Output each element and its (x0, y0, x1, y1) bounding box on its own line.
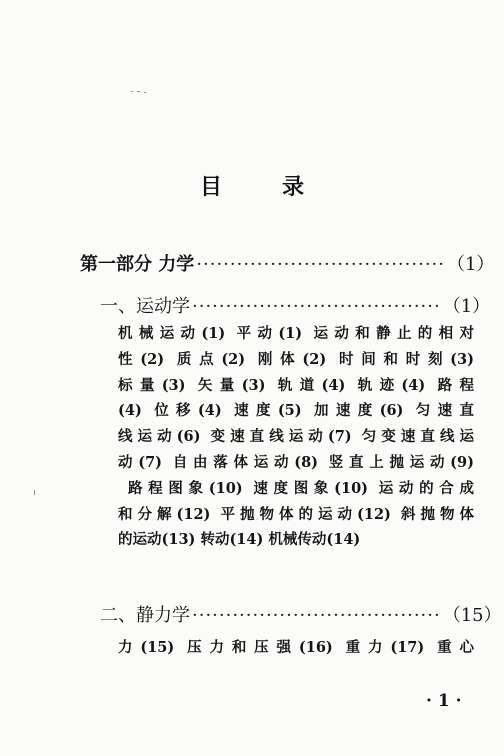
dot-leader: ····································· (192, 296, 441, 317)
section-topics (118, 321, 474, 553)
topic-line: 线运动(6) 变速直线运动(7) 匀变速直线运 (118, 428, 474, 446)
title-char-2: 录 (282, 174, 305, 200)
scan-speck (144, 92, 146, 93)
topic-line: 的运动(13) 转动(14) 机械传动(14) (118, 531, 361, 549)
toc-section-entry (100, 292, 491, 318)
section-label: 二、静力学 (100, 605, 190, 626)
toc-section-entry (100, 601, 502, 627)
topic-line: (4) 位移(4) 速度(5) 加速度(6) 匀速直 (118, 402, 474, 420)
scan-speck (34, 490, 35, 495)
topic-line: 标量(3) 矢量(3) 轨道(4) 轨迹(4) 路程 (118, 376, 474, 394)
section-label: 一、运动学 (100, 296, 190, 317)
topic-line: 路程图象(10) 速度图象(10) 运动的合成 (128, 479, 474, 497)
section-topics (118, 635, 474, 661)
topic-line: 和分解(12) 平抛物体的运动(12) 斜抛物体 (118, 505, 474, 523)
part-label: 第一部分 力学 (80, 254, 195, 275)
topic-line: 性(2) 质点(2) 刚体(2) 时间和时刻(3) (118, 350, 474, 368)
page-number: · 1 · (426, 691, 462, 711)
section-page-number: （15） (442, 605, 502, 626)
scan-speck (137, 91, 140, 92)
page-title (0, 170, 504, 201)
dot-leader: ····································· (196, 254, 445, 275)
topic-line: 动(7) 自由落体运动(8) 竖直上抛运动(9) (118, 453, 474, 471)
part-page-number: （1） (446, 254, 495, 275)
topic-line: 机械运动(1) 平动(1) 运动和静止的相对 (118, 325, 474, 342)
title-char-1: 目 (199, 174, 222, 200)
toc-part-entry (80, 250, 495, 276)
dot-leader: ····································· (192, 605, 441, 626)
scan-speck (131, 91, 133, 92)
topic-line: 力(15) 压力和压强(16) 重力(17) 重心 (118, 639, 474, 656)
section-page-number: （1） (442, 296, 491, 317)
